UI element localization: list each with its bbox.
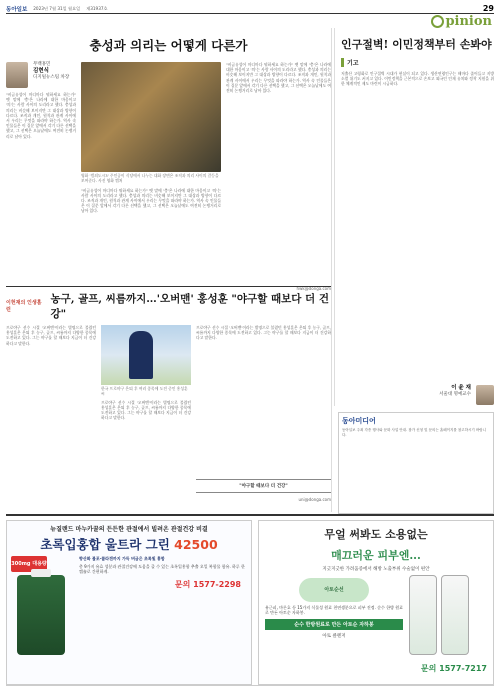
right-headline: 인구절벽! 이민정책부터 손봐야	[341, 38, 492, 51]
column-body-text: "비급유성어 마디마다 뭐하세요 하는가" 옛 말에 '충'은 나라에 대한 마음이고 '의'는 사람 사이의 도리라고 했다. 충성과 의리는 비슷해 보이지만 그 대상과 방향이 다르다. 조직과 개인, 원칙과 관계 사이에서 우리는 무엇을 따라야 하는가. 역사 속 인물들은 이 질문 앞에서 각기 다른 선택을 했고, 그 선택은 오늘날에도 여전히 논쟁거리로 남아 있다.	[6, 92, 76, 139]
section-title: pinion	[431, 14, 492, 29]
lotion-tube-icon	[441, 575, 469, 655]
feature-pullquote: "야구할 때보다 더 건강"	[196, 479, 331, 493]
ad-skincare-body	[259, 575, 493, 659]
paper-logo: 동아일보	[6, 6, 28, 13]
ad-skincare-desc: 유근피, 마른호 등 15가지 식물성 원료 천연생분으로 피부 진정. 순수 한방 원료로 만든 아토순 자하봉.	[265, 605, 403, 615]
issue-number: 제31937호	[86, 5, 108, 11]
ad-supplement-badge: 300mg 대용량	[11, 556, 47, 572]
media-box	[338, 412, 494, 514]
ad-divider	[6, 514, 494, 516]
ad-supplement-desc-title: 향산화 불포·콜라겐까지 가득 버금은 초록빛 홍합	[79, 556, 165, 561]
feature-grid	[6, 325, 331, 515]
ad-supplement-body	[7, 556, 251, 655]
author-meta	[33, 62, 69, 88]
feature-body-text: 프로야구 선수 시절 '오버맨'이라는 별명으로 불렸던 홍성훈은 은퇴 후 농구, 골프, 씨름까지 다양한 종목에 도전하고 있다. 그는 야구를 할 때보다 지금이 더 건강하다고 말한다.	[6, 325, 96, 346]
ad-skincare-cta: 순수 한방원료로 만든 아토순 자하봉	[265, 619, 403, 630]
ad-supplement-desc: 총 9가지 유효 성분과 관절건강에 도움을 줄 수 있는 초록입홍합 추출 오일 복합물 함유. 하루 한 캡슐로 간편하게.	[79, 564, 245, 575]
issue-date: 2023년 7월 31일 월요일	[33, 5, 81, 11]
ad-skincare-product-label: 아토 클렌저	[322, 634, 346, 639]
feature-author-email: uni@donga.com	[298, 497, 331, 502]
ad-skincare-products	[407, 575, 487, 659]
media-box-body: 동아일보 주최 각종 행사와 문화 사업 안내. 참가 신청 및 문의는 홈페이지를 참고하시기 바랍니다.	[342, 428, 487, 437]
right-author-role: 서울대 명예교수	[439, 392, 471, 397]
column-divider	[331, 28, 332, 512]
right-byline	[341, 385, 494, 405]
opinion-o-icon	[431, 15, 444, 28]
ad-supplement-product	[11, 556, 75, 655]
masthead-bar	[6, 4, 494, 14]
column-left-text	[6, 62, 76, 291]
cream-tube-icon	[409, 575, 437, 655]
footer-rule	[6, 685, 494, 689]
ad-supplement	[6, 520, 252, 685]
feature-right	[196, 325, 331, 515]
column-byline	[6, 62, 76, 88]
feature-body-text-3: 프로야구 선수 시절 '오버맨'이라는 별명으로 불렸던 홍성훈은 은퇴 후 농구, 골프, 씨름까지 다양한 종목에 도전하고 있다. 그는 야구를 할 때보다 지금이 더 건강하다고 말한다.	[196, 325, 331, 341]
section-divider	[6, 286, 331, 287]
right-kicker: 기고	[341, 58, 494, 67]
column-body-grid	[6, 62, 331, 291]
column-body-text-2: "비급유성어 마디마다 뭐하세요 하는가" 옛 말에 '충'은 나라에 대한 마음이고 '의'는 사람 사이의 도리라고 했다. 충성과 의리는 비슷해 보이지만 그 대상과 방향이 다르다. 조직과 개인, 원칙과 관계 사이에서 우리는 무엇을 따라야 하는가. 역사 속 인물들은 이 질문 앞에서 각기 다른 선택을 했고, 그 선택은 오늘날에도 여전히 논쟁거리로 남아 있다.	[81, 187, 221, 214]
right-author-portrait	[476, 385, 494, 405]
ad-supplement-headline: 초록입홍합 울트라 그린 42500	[40, 537, 218, 552]
feature-photo-caption: 한국 프로야구 은퇴 후 여러 종목에 도전 중인 홍성훈 씨	[101, 386, 188, 396]
ad-skincare-headline-1: 무얼 써봐도 소용없는	[324, 528, 428, 541]
right-body-text: 저출산 고령화로 인구절벽 시대가 현실이 되고 있다. 생산연령인구는 해마다 줄어들고 지방 소멸 위기도 커지고 있다. 이민정책을 근본적으로 손보고 외국인 인재 유치와 정착 지원을 위한 체계적인 제도 마련이 시급하다.	[341, 71, 494, 87]
right-author-name: 이 윤 재	[451, 385, 471, 391]
page-number: 29	[482, 4, 494, 13]
feature-photo-block	[101, 325, 191, 515]
ad-skincare-copy	[265, 575, 403, 659]
column-photo-block	[81, 62, 221, 291]
feature-title	[6, 291, 331, 321]
media-box-title: 동아미디어	[342, 417, 376, 425]
author-role: 디지털뉴스팀 차장	[33, 75, 70, 80]
author-name: 김현식	[33, 68, 49, 74]
ad-skincare-phone: 문의 1577-7217	[420, 664, 487, 673]
column-body-text-3: "비급유성어 마디마다 뭐하세요 하는가" 옛 말에 '충'은 나라에 대한 마음이고 '의'는 사람 사이의 도리라고 했다. 충성과 의리는 비슷해 보이지만 그 대상과 방향이 다르다. 조직과 개인, 원칙과 관계 사이에서 우리는 무엇을 따라야 하는가. 역사 속 인물들은 이 질문 앞에서 각기 다른 선택을 했고, 그 선택은 오늘날에도 여전히 논쟁거리로 남아 있다.	[226, 62, 331, 94]
column-right-text	[226, 62, 331, 291]
column-photo	[81, 62, 221, 172]
ad-skincare	[258, 520, 494, 685]
column-photo-caption: 영화 '범죄도시3' 주인공이 식당에서 나누는 대화 장면은 조직과 의리 사이의 갈등을 보여준다. 사진 영화 캡처	[81, 173, 219, 183]
author-label: 무백홍민	[33, 62, 51, 67]
ad-supplement-copy	[79, 556, 247, 655]
supplement-bottle-icon	[17, 575, 65, 655]
feature-body-text-2: 프로야구 선수 시절 '오버맨'이라는 별명으로 불렸던 홍성훈은 은퇴 후 농구, 골프, 씨름까지 다양한 종목에 도전하고 있다. 그는 야구를 할 때보다 지금이 더 건강하다고 말한다.	[101, 399, 191, 421]
ad-skincare-sub: 지긋지긋한 가려움증에서 해방 노출부위 수술없이 편안	[322, 567, 430, 572]
feature-headline: 농구, 골프, 씨름까지…'오버맨' 홍성훈 "야구할 때보다 더 건강"	[50, 293, 329, 320]
column-headline: 충성과 의리는 어떻게 다른가	[89, 38, 248, 53]
author-portrait	[6, 62, 28, 88]
feature-kicker: 이헌재의 인생홈런	[6, 300, 42, 313]
ad-supplement-phone: 문의 1577-2298	[174, 579, 241, 589]
right-column	[334, 28, 494, 406]
column-author-email: hwk@donga.com	[296, 286, 331, 291]
right-author-meta	[439, 385, 471, 405]
ad-skincare-brand: 아토순선	[299, 578, 369, 602]
ad-skincare-headline-2: 매끄러운 피부엔...	[331, 549, 421, 562]
ad-supplement-kicker: 뉴질랜드 마누카꿀의 든든한 관절에서 빌려온 관절건강 비결	[50, 526, 208, 533]
feature-photo	[101, 325, 191, 385]
feature-section	[6, 280, 331, 515]
